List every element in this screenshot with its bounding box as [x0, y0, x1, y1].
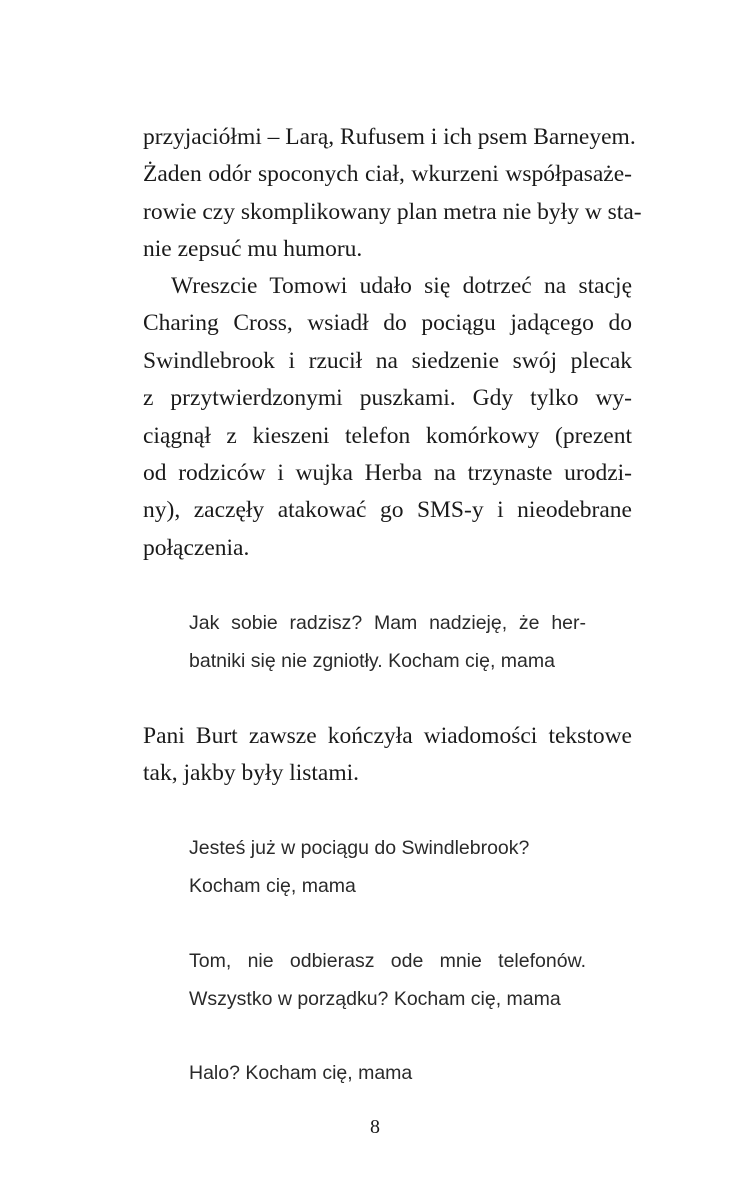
paragraph-pani-burt [143, 718, 632, 793]
text-message [189, 605, 586, 680]
text-line: Kocham cię, mama [189, 874, 356, 897]
text-line: batniki się nie zgniotły. Kocham cię, mama [189, 649, 555, 672]
page-number: 8 [370, 1116, 380, 1138]
text-line: Wszystko w porządku? Kocham cię, mama [189, 987, 561, 1010]
text-line: Swindlebrook i rzucił na siedzenie swój plecak [143, 347, 632, 374]
text-line: ny), zaczęły atakować go SMS-y i nieodebrane [143, 497, 632, 524]
text-line: rowie czy skomplikowany plan metra nie były w sta- [143, 198, 642, 225]
text-line: Żaden odór spoconych ciał, wkurzeni współpasaże- [143, 161, 632, 188]
text-line: Jesteś już w pociągu do Swindlebrook? [189, 837, 530, 859]
text-message [189, 943, 586, 1018]
text-message [189, 1055, 586, 1093]
text-line: Charing Cross, wsiadł do pociągu jadącego do [143, 310, 632, 337]
text-line: Jak sobie radzisz? Mam nadzieję, że her- [189, 612, 586, 634]
paragraph-continuation [143, 119, 642, 269]
text-line: nie zepsuć mu humoru. [143, 236, 363, 263]
text-line: połączenia. [143, 534, 250, 561]
text-line: przyjaciółmi – Larą, Rufusem i ich psem Barneyem. [143, 124, 636, 150]
text-line: Pani Burt zawsze kończyła wiadomości tekstowe [143, 723, 632, 749]
text-line: od rodziców i wujka Herba na trzynaste urodzi- [143, 460, 632, 487]
text-line: Tom, nie odbierasz ode mnie telefonów. [189, 950, 586, 972]
text-line: z przytwierdzonymi puszkami. Gdy tylko wy- [143, 385, 632, 412]
paragraph-tom-train [143, 268, 632, 567]
text-line: tak, jakby były listami. [143, 760, 360, 787]
text-line: ciągnął z kieszeni telefon komórkowy (prezent [143, 422, 632, 449]
text-line: Halo? Kocham cię, mama [189, 1062, 413, 1084]
text-line: Wreszcie Tomowi udało się dotrzeć na stację [171, 273, 632, 299]
text-message [189, 830, 586, 905]
